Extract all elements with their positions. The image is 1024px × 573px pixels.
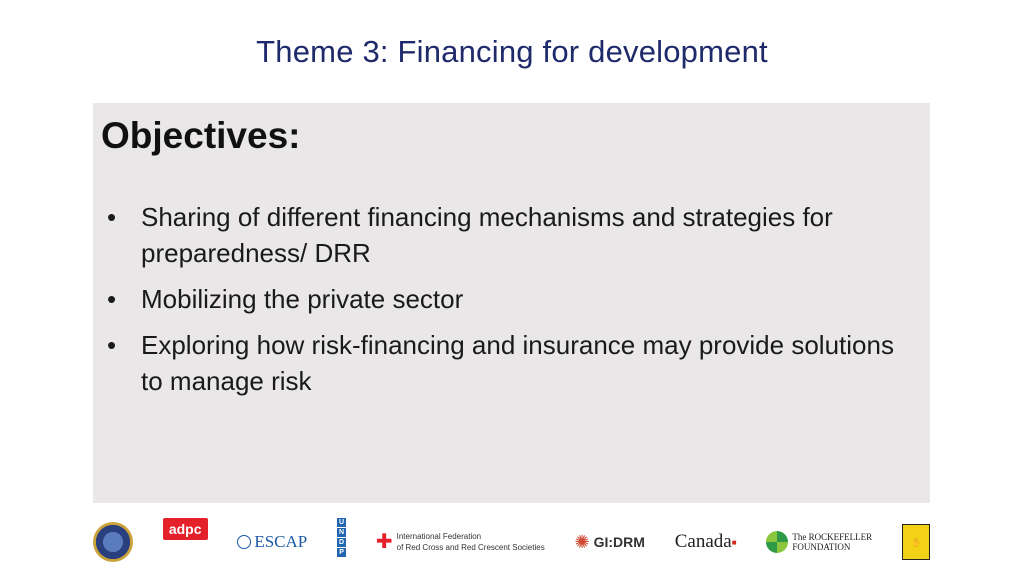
bullet-text: Sharing of different financing mechanisms and strategies for preparedness/ DRR (141, 202, 833, 268)
bullet-icon: • (107, 284, 117, 314)
objectives-list (101, 199, 921, 409)
red-cross-icon: ✚ (375, 531, 393, 553)
starburst-icon: ✺ (574, 531, 590, 552)
seal-logo (93, 518, 133, 566)
rockefeller-logo: The ROCKEFELLER FOUNDATION (766, 518, 872, 566)
partner-logos (93, 518, 930, 566)
list-item (101, 327, 921, 399)
hand-logo (902, 518, 930, 566)
canada-logo: Canada ■ (674, 531, 737, 552)
bullet-icon: • (107, 202, 117, 232)
undp-logo: U N D P (339, 519, 345, 556)
gidrm-logo: ✺ GI:DRM (574, 531, 645, 552)
bullet-icon: • (107, 330, 117, 360)
ifrc-logo: ✚ International Federation of Red Cross and Red Crescent Societies (375, 531, 545, 553)
escap-logo: ESCAP (237, 518, 307, 566)
list-item (101, 199, 921, 271)
seal-icon (93, 522, 133, 562)
bullet-text: Exploring how risk-financing and insurance may provide solutions to manage risk (141, 330, 894, 396)
slide-title: Theme 3: Financing for development (256, 34, 768, 69)
objectives-heading: Objectives: (101, 115, 301, 156)
un-globe-icon (237, 535, 251, 549)
hand-icon: ✋ (902, 524, 930, 560)
objectives-panel (93, 103, 930, 503)
maple-flag-icon: ■ (731, 537, 737, 547)
list-item (101, 281, 921, 317)
rockefeller-emblem-icon (766, 531, 788, 553)
bullet-text: Mobilizing the private sector (141, 284, 464, 314)
adpc-logo: adpc (163, 518, 208, 566)
